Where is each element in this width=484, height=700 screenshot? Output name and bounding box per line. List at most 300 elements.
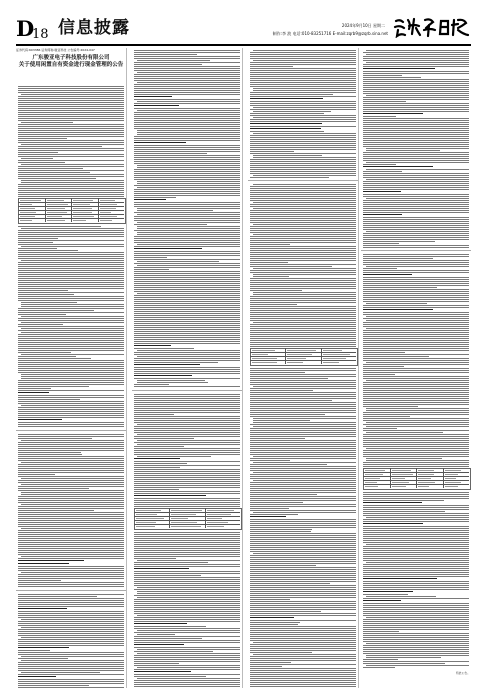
- body-text-line: [18, 598, 124, 599]
- body-text-line: [250, 374, 356, 375]
- body-text-line: [21, 637, 124, 638]
- body-text-line: [250, 248, 356, 249]
- body-text-line: [137, 440, 240, 441]
- body-text-line: [18, 168, 83, 169]
- body-text-line: [250, 214, 356, 215]
- body-text-line: [250, 412, 356, 413]
- body-text-line: [21, 332, 124, 333]
- body-text-line: [21, 302, 77, 303]
- body-text-line: [134, 197, 176, 198]
- body-text-line: [134, 311, 240, 312]
- body-text-line: [18, 152, 58, 153]
- body-text-line: [250, 380, 356, 381]
- body-text-line: [137, 265, 240, 266]
- body-text-line: [363, 406, 418, 407]
- body-text-line: [18, 326, 124, 327]
- body-text-line: [250, 336, 356, 337]
- body-text-line: [253, 642, 356, 643]
- body-text-line: [134, 185, 240, 186]
- body-text-line: [134, 583, 240, 584]
- body-text-line: [18, 116, 124, 117]
- body-text-line: [250, 66, 293, 67]
- body-text-line: [250, 648, 356, 649]
- table-cell-text: [20, 220, 32, 221]
- column-2: [132, 48, 243, 688]
- body-text-line: [134, 283, 240, 284]
- body-text-line: [134, 236, 240, 237]
- body-text-line: [18, 324, 63, 325]
- body-text-line: [134, 224, 207, 225]
- body-text-line: [363, 154, 469, 155]
- table-cell-text: [252, 358, 277, 359]
- body-text-line: [18, 146, 102, 147]
- body-text-line: [134, 373, 240, 374]
- body-text-line: [18, 360, 124, 361]
- body-text-line: [18, 548, 124, 549]
- body-text-line: [18, 643, 124, 644]
- body-text-line: [18, 352, 71, 353]
- body-text-line: [250, 131, 324, 132]
- subsection-heading: [18, 560, 84, 561]
- body-text-line: [250, 190, 356, 191]
- body-text-line: [21, 376, 124, 377]
- body-text-line: [250, 450, 356, 451]
- body-text-line: [134, 171, 240, 172]
- body-text-line: [137, 649, 240, 650]
- body-text-line: [134, 189, 240, 190]
- body-text-line: [134, 118, 240, 119]
- body-text-line: [137, 222, 240, 223]
- table-cell-text: [323, 362, 339, 363]
- body-text-line: [18, 664, 124, 665]
- body-text-line: [250, 396, 356, 397]
- body-text-line: [253, 276, 289, 277]
- body-text-line: [18, 318, 124, 319]
- body-text-line: [18, 552, 124, 553]
- subsection-heading: [134, 671, 191, 672]
- body-text-line: [18, 236, 124, 237]
- body-text-line: [18, 532, 124, 533]
- body-text-line: [18, 617, 124, 618]
- table-cell-text: [207, 514, 232, 515]
- body-text-line: [134, 640, 240, 641]
- body-text-line: [250, 630, 356, 631]
- body-text-line: [18, 542, 124, 543]
- body-text-line: [250, 244, 290, 245]
- body-text-line: [363, 534, 469, 535]
- body-text-line: [134, 504, 240, 505]
- body-text-line: [363, 322, 469, 323]
- body-text-line: [363, 581, 469, 582]
- table-cell-text: [73, 220, 86, 221]
- body-text-line: [250, 270, 356, 271]
- body-text-line: [134, 617, 240, 618]
- body-text-line: [366, 303, 427, 304]
- body-text-line: [21, 228, 124, 229]
- body-text-line: [250, 597, 356, 598]
- table-cell-text: [20, 200, 41, 201]
- table-cell-text: [365, 486, 378, 487]
- body-text-line: [134, 66, 240, 67]
- body-text-line: [18, 576, 124, 577]
- body-text-line: [21, 478, 124, 479]
- body-text-line: [250, 230, 356, 231]
- body-text-line: [18, 388, 51, 389]
- body-text-line: [18, 596, 97, 597]
- body-text-line: [366, 231, 469, 232]
- body-text-line: [363, 360, 469, 361]
- body-text-line: [18, 417, 124, 418]
- subsection-heading: [363, 600, 401, 601]
- body-text-line: [250, 488, 356, 489]
- body-text-line: [250, 666, 282, 667]
- body-text-line: [18, 578, 124, 579]
- body-text-line: [363, 631, 399, 632]
- body-text-line: [134, 360, 240, 361]
- body-text-line: [18, 658, 68, 659]
- body-text-line: [18, 136, 124, 137]
- body-text-line: [363, 118, 469, 119]
- body-text-line: [137, 214, 240, 215]
- body-text-line: [134, 230, 240, 231]
- body-text-line: [18, 460, 124, 461]
- body-text-line: [134, 621, 240, 622]
- body-text-line: [363, 258, 433, 259]
- body-text-line: [250, 442, 356, 443]
- body-text-line: [18, 522, 124, 523]
- body-text-line: [366, 320, 469, 321]
- body-text-line: [363, 124, 469, 125]
- body-text-line: [363, 603, 469, 604]
- body-text-line: [134, 76, 240, 77]
- body-text-line: [363, 152, 469, 153]
- body-text-line: [250, 523, 356, 524]
- body-text-line: [134, 665, 240, 666]
- body-text-line: [363, 146, 469, 147]
- body-text-line: [18, 526, 124, 527]
- body-text-line: [134, 483, 240, 484]
- body-text-line: [253, 553, 356, 554]
- body-text-line: [253, 224, 356, 225]
- body-text-line: [363, 105, 469, 106]
- body-text-line: [250, 408, 356, 409]
- body-text-line: [250, 428, 356, 429]
- body-text-line: [21, 440, 124, 441]
- body-text-line: [363, 175, 469, 176]
- table-cell-text: [287, 358, 305, 359]
- body-text-line: [250, 686, 356, 687]
- table-column-rule: [98, 198, 99, 222]
- body-text-line: [137, 356, 240, 357]
- body-text-line: [18, 292, 124, 293]
- body-text-line: [18, 226, 101, 227]
- body-text-line: [363, 430, 469, 431]
- body-text-line: [363, 277, 469, 278]
- body-text-line: [18, 407, 124, 408]
- body-text-line: [18, 631, 124, 632]
- body-text-line: [18, 160, 124, 161]
- body-text-line: [134, 220, 240, 221]
- body-text-line: [18, 438, 92, 439]
- body-text-line: [250, 101, 356, 102]
- body-text-line: [250, 228, 356, 229]
- body-text-line: [18, 348, 124, 349]
- body-text-line: [134, 195, 240, 196]
- body-text-line: [250, 368, 356, 369]
- body-text-line: [250, 169, 356, 170]
- body-text-line: [363, 212, 469, 213]
- masthead-logo: [392, 16, 470, 38]
- body-text-line: [134, 80, 240, 81]
- body-text-line: [137, 134, 240, 135]
- table-cell-text: [287, 350, 315, 351]
- body-text-line: [18, 190, 124, 191]
- body-text-line: [250, 304, 297, 305]
- body-text-line: [134, 277, 240, 278]
- body-text-line: [134, 169, 240, 170]
- body-text-line: [18, 232, 124, 233]
- body-text-line: [250, 672, 356, 673]
- body-text-line: [250, 492, 356, 493]
- body-text-line: [21, 528, 124, 529]
- body-text-line: [363, 376, 469, 377]
- body-text-line: [134, 550, 240, 551]
- body-text-line: [134, 240, 240, 241]
- body-text-line: [363, 225, 469, 226]
- body-text-line: [134, 452, 240, 453]
- body-text-line: [250, 660, 356, 661]
- body-text-line: [363, 364, 469, 365]
- body-text-line: [137, 132, 240, 133]
- body-text-line: [250, 226, 356, 227]
- body-text-line: [134, 269, 169, 270]
- body-text-line: [363, 260, 469, 261]
- body-text-line: [250, 96, 356, 97]
- masthead-calligraphy: [392, 16, 470, 38]
- body-text-line: [250, 634, 356, 635]
- body-text-line: [250, 290, 302, 291]
- body-text-line: [134, 84, 240, 85]
- body-text-line: [363, 653, 469, 654]
- body-text-line: [18, 611, 124, 612]
- notice-title: 关于使用闲置自有资金进行现金管理的公告: [18, 62, 124, 68]
- body-text-line: [250, 78, 356, 79]
- body-text-line: [250, 470, 356, 471]
- body-text-line: [363, 400, 469, 401]
- body-text-line: [250, 260, 356, 261]
- body-text-line: [363, 158, 469, 159]
- body-text-line: [363, 217, 469, 218]
- header-rule: [16, 44, 471, 46]
- body-text-line: [137, 456, 211, 457]
- body-text-line: [363, 540, 469, 541]
- body-text-line: [366, 655, 469, 656]
- body-text-line: [134, 136, 240, 137]
- body-text-line: [363, 173, 469, 174]
- body-text-line: [18, 490, 124, 491]
- body-text-line: [250, 535, 356, 536]
- body-text-line: [250, 58, 356, 59]
- body-text-line: [363, 552, 469, 553]
- table-cell-text: [418, 486, 429, 487]
- table-cell-text: [20, 212, 36, 213]
- body-text-line: [137, 167, 240, 168]
- body-text-line: [18, 411, 124, 412]
- body-text-line: [250, 436, 356, 437]
- body-text-line: [250, 141, 356, 142]
- body-text-line: [134, 147, 240, 148]
- body-text-line: [250, 198, 356, 199]
- body-text-line: [18, 399, 80, 400]
- body-text-line: [363, 208, 469, 209]
- body-text-line: [18, 350, 124, 351]
- body-text-line: [250, 628, 356, 629]
- body-text-line: [134, 485, 240, 486]
- body-text-line: [18, 234, 124, 235]
- section-rule: [16, 430, 126, 431]
- body-text-line: [250, 64, 356, 65]
- body-text-line: [134, 255, 240, 256]
- body-text-line: [18, 230, 124, 231]
- body-text-line: [363, 558, 469, 559]
- table-cell-text: [47, 208, 66, 209]
- body-text-line: [363, 342, 469, 343]
- subsection-heading: [18, 419, 62, 420]
- body-text-line: [363, 314, 469, 315]
- body-text-line: [137, 60, 210, 61]
- body-text-line: [18, 108, 124, 109]
- body-text-line: [134, 305, 240, 306]
- body-text-line: [250, 324, 356, 325]
- subsection-heading: [134, 142, 186, 143]
- body-text-line: [134, 287, 240, 288]
- body-text-line: [366, 162, 469, 163]
- body-text-line: [18, 580, 61, 581]
- body-text-line: [18, 110, 124, 111]
- body-text-line: [18, 666, 124, 667]
- table-cell-text: [47, 212, 67, 213]
- body-text-line: [137, 130, 240, 131]
- body-text-line: [18, 194, 124, 195]
- body-text-line: [21, 144, 124, 145]
- body-text-line: [137, 615, 240, 616]
- body-text-line: [18, 268, 124, 269]
- body-text-line: [250, 424, 356, 425]
- body-text-line: [18, 480, 124, 481]
- body-text-line: [363, 87, 469, 88]
- body-text-line: [18, 687, 124, 688]
- body-text-line: [18, 474, 55, 475]
- body-text-line: [134, 384, 169, 385]
- body-text-line: [18, 574, 124, 575]
- body-text-line: [363, 318, 469, 319]
- table-cell-text: [100, 212, 111, 213]
- body-text-line: [18, 362, 124, 363]
- body-text-line: [366, 150, 440, 151]
- body-text-line: [250, 543, 356, 544]
- body-text-line: [137, 244, 240, 245]
- body-text-line: [363, 589, 469, 590]
- body-text-line: [134, 548, 240, 549]
- table-cell-text: [252, 350, 275, 351]
- body-text-line: [134, 216, 240, 217]
- body-text-line: [18, 162, 65, 163]
- body-text-line: [250, 624, 298, 625]
- body-text-line: [134, 157, 240, 158]
- body-text-line: [250, 490, 356, 491]
- body-text-line: [137, 181, 240, 182]
- body-text-line: [134, 546, 240, 547]
- body-text-line: [18, 633, 124, 634]
- body-text-line: [363, 372, 469, 373]
- body-text-line: [363, 532, 469, 533]
- body-text-line: [250, 508, 289, 509]
- body-text-line: [134, 88, 240, 89]
- body-text-line: [363, 605, 469, 606]
- body-text-line: [134, 554, 240, 555]
- body-text-line: [134, 607, 240, 608]
- body-text-line: [134, 651, 213, 652]
- body-text-line: [134, 124, 240, 125]
- body-text-line: [134, 151, 240, 152]
- body-text-line: [134, 175, 240, 176]
- body-text-line: [250, 171, 356, 172]
- body-text-line: [250, 466, 356, 467]
- body-text-line: [18, 604, 124, 605]
- body-text-line: [250, 218, 356, 219]
- body-text-line: [134, 299, 240, 300]
- body-text-line: [18, 98, 124, 99]
- body-text-line: [363, 667, 395, 668]
- body-text-line: [18, 92, 124, 93]
- body-text-line: [18, 568, 124, 569]
- body-text-line: [363, 281, 469, 282]
- body-text-line: [134, 404, 240, 405]
- body-text-line: [250, 246, 356, 247]
- body-text-line: [18, 282, 124, 283]
- body-text-line: [363, 594, 408, 595]
- body-text-line: [363, 542, 469, 543]
- body-text-line: [363, 111, 469, 112]
- body-text-line: [134, 432, 240, 433]
- body-text-line: [250, 109, 356, 110]
- issue-date: 2024年9月10日 星期二: [341, 23, 385, 28]
- body-text-line: [134, 253, 240, 254]
- body-text-line: [363, 103, 469, 104]
- table-cell-text: [445, 486, 459, 487]
- body-text-line: [134, 577, 240, 578]
- body-text-line: [363, 436, 469, 437]
- body-text-line: [18, 176, 124, 177]
- body-text-line: [363, 526, 469, 527]
- body-text-line: [363, 297, 469, 298]
- body-text-line: [363, 299, 469, 300]
- body-text-line: [134, 317, 240, 318]
- body-text-line: [250, 476, 356, 477]
- body-text-line: [134, 416, 240, 417]
- body-text-line: [134, 599, 240, 600]
- body-text-line: [253, 654, 356, 655]
- body-text-line: [134, 68, 240, 69]
- body-text-line: [250, 382, 356, 383]
- body-text-line: [366, 517, 469, 518]
- body-text-line: [21, 374, 124, 375]
- body-text-line: [134, 114, 240, 115]
- body-text-line: [363, 583, 469, 584]
- body-text-line: [250, 533, 356, 534]
- body-text-line: [363, 498, 469, 499]
- body-text-line: [18, 372, 124, 373]
